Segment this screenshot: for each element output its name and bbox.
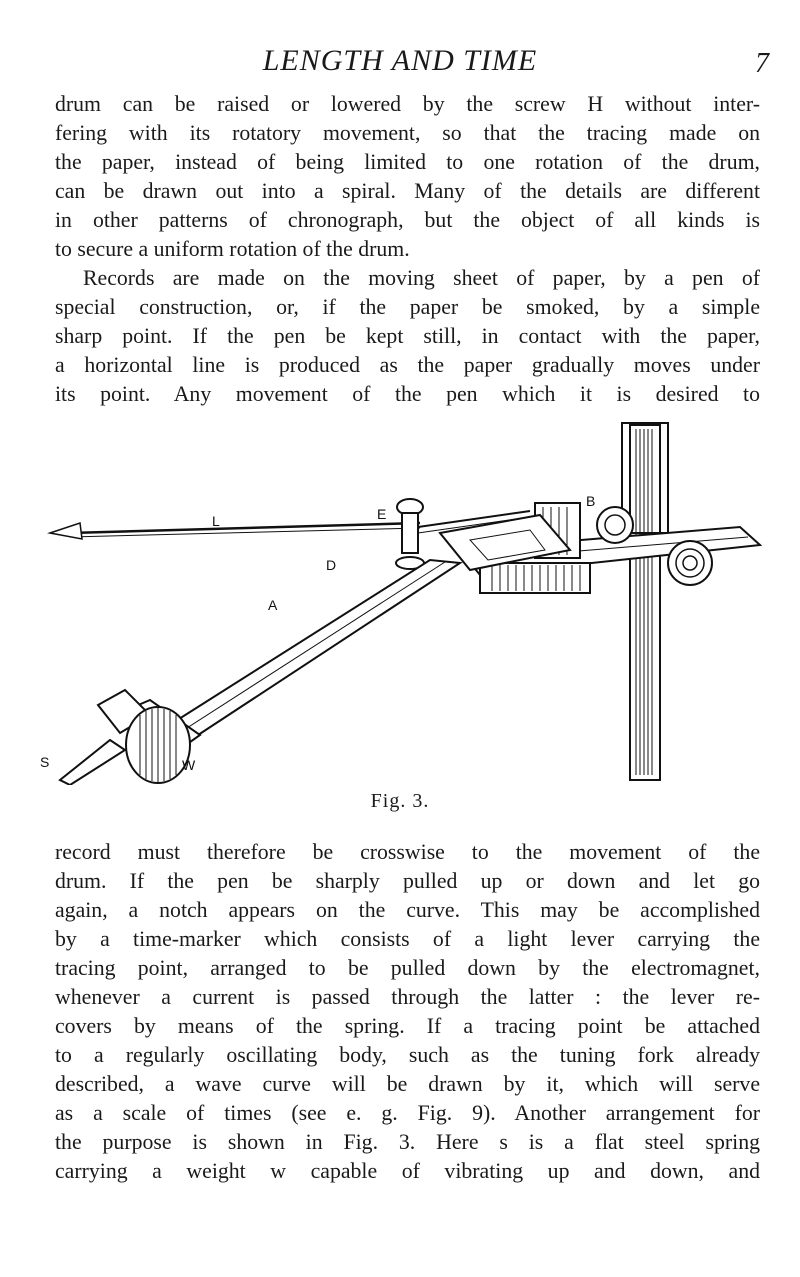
text-line: Records are made on the moving sheet of paper, by a pen of <box>83 266 760 290</box>
text-line: described, a wave curve will be drawn by it, which will serve <box>55 1072 760 1096</box>
text-line: record must therefore be crosswise to the movement of the <box>55 840 760 864</box>
text-line: carrying a weight w capable of vibrating up and down, and <box>55 1159 760 1183</box>
text-line: tracing point, arranged to be pulled down by the electromagnet, <box>55 956 760 980</box>
text-line: covers by means of the spring. If a tracing point be attached <box>55 1014 760 1038</box>
end-coil <box>668 541 712 585</box>
text-line: by a time-marker which consists of a light lever carrying the <box>55 927 760 951</box>
label-e: E <box>377 506 387 522</box>
label-a: A <box>268 597 278 613</box>
bottom-text-block <box>55 838 760 1186</box>
text-line: in other patterns of chronograph, but the object of all kinds is <box>55 208 760 232</box>
pen-lever <box>70 523 420 533</box>
text-line: again, a notch appears on the curve. This may be accomplished <box>55 898 760 922</box>
text-line: its point. Any movement of the pen which it is desired to <box>55 382 760 406</box>
figure-caption: Fig. 3. <box>370 790 430 812</box>
text-line: sharp point. If the pen be kept still, in contact with the paper, <box>55 324 760 348</box>
text-line: to a regularly oscillating body, such as the tuning fork already <box>55 1043 760 1067</box>
tracing-point <box>50 523 82 539</box>
text-line: fering with its rotatory movement, so that the tracing made on <box>55 121 760 145</box>
text-line: the paper, instead of being limited to one rotation of the drum, <box>55 150 760 174</box>
figure-illustration <box>40 415 770 785</box>
text-line: a horizontal line is produced as the paper gradually moves under <box>55 353 760 377</box>
electromagnet <box>480 563 590 593</box>
label-d: D <box>326 557 337 573</box>
label-b: B <box>586 493 596 509</box>
vertical-post <box>630 425 660 780</box>
text-line: drum. If the pen be sharply pulled up or down and let go <box>55 869 760 893</box>
label-l: L <box>212 513 220 529</box>
page-number: 7 <box>755 48 769 79</box>
label-w: W <box>182 757 196 773</box>
top-text-block <box>55 90 760 409</box>
text-line: whenever a current is passed through the latter : the lever re- <box>55 985 760 1009</box>
text-line: to secure a uniform rotation of the drum. <box>55 237 410 261</box>
figure-chronograph-time-marker <box>40 415 770 785</box>
text-line: drum can be raised or lowered by the screw H without inter- <box>55 92 760 116</box>
label-s: S <box>40 754 50 770</box>
text-line: the purpose is shown in Fig. 3. Here s is a flat steel spring <box>55 1130 760 1154</box>
text-line: as a scale of times (see e. g. Fig. 9). Another arrangement for <box>55 1101 760 1125</box>
running-title: LENGTH AND TIME <box>262 44 538 77</box>
text-line: can be drawn out into a spiral. Many of the details are different <box>55 179 760 203</box>
text-line: special construction, or, if the paper be smoked, by a simple <box>55 295 760 319</box>
